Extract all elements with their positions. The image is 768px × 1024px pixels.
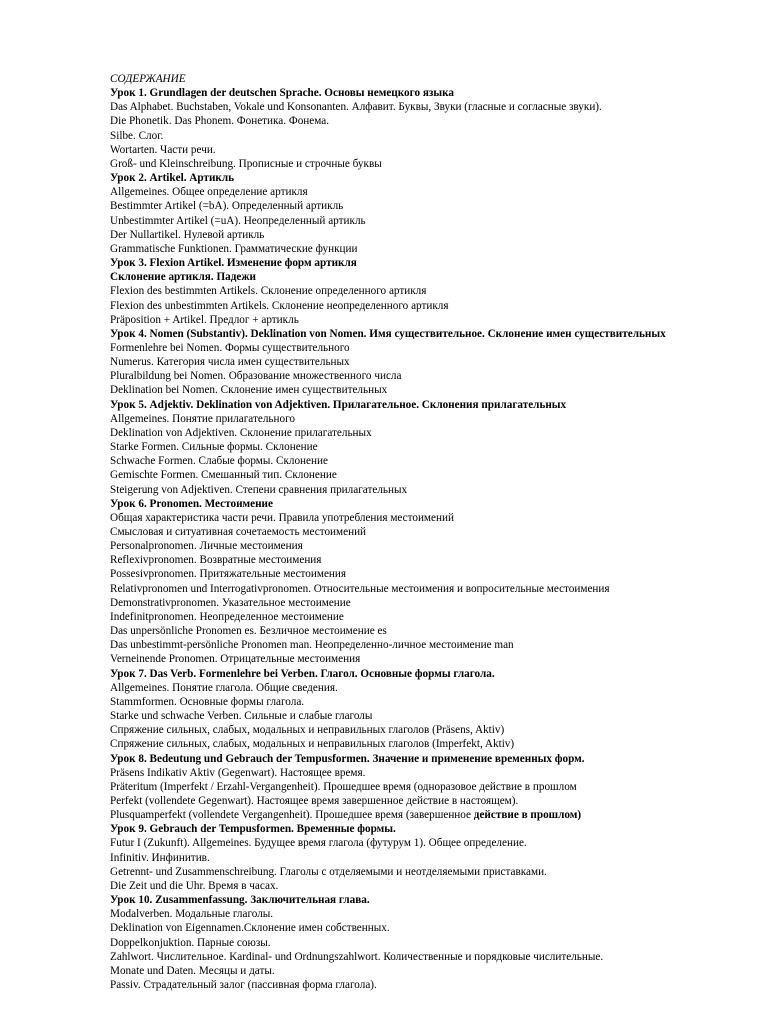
topic-item: Starke und schwache Verben. Сильные и слабые глаголы [110,710,373,723]
topic-item: Demonstrativpronomen. Указательное местоимение [110,596,351,609]
topic-item: Stammformen. Основные формы глагола. [110,695,305,708]
topic-item: Perfekt (vollendete Gegenwart). Настоящее время завершенное действие в настоящем). [110,794,519,807]
topic-item: Schwache Formen. Слабые формы. Склонение [110,455,328,468]
topic-item: Die Phonetik. Das Phonem. Фонетика. Фонема. [110,115,330,128]
topic-item: Спряжение сильных, слабых, модальных и неправильных глаголов (Imperfekt, Aktiv) [110,738,515,751]
topic-item: Monate und Daten. Месяцы и даты. [110,964,275,977]
topic-item: Numerus. Категория числа имен существительных [110,356,350,369]
topic-item: Silbe. Слог. [110,129,164,142]
topic-item-bold-text: действие в прошлом) [473,809,582,822]
topic-item: Formenlehre bei Nomen. Формы существительного [110,341,350,354]
lesson-heading: Урок 1. Grundlagen der deutschen Sprache. Основы немецкого языка [110,87,454,100]
topic-item: Possesivpronomen. Притяжательные местоимения [110,568,347,581]
topic-item: Allgemeines. Понятие прилагательного [110,412,295,425]
topic-item [110,808,760,822]
lesson-heading: Урок 3. Flexion Artikel. Изменение форм артикля [110,257,357,270]
topic-item: Allgemeines. Общее определение артикля [110,186,308,199]
topic-item: Modalverben. Модальные глаголы. [110,908,274,921]
topic-item: Infinitiv. Инфинитив. [110,851,210,864]
topic-item: Personalpronomen. Личные местоимения [110,540,303,553]
topic-item: Gemischte Formen. Смешанный тип. Склонение [110,469,337,482]
topic-item: Präsens Indikativ Aktiv (Gegenwart). Настоящее время. [110,766,366,779]
topic-item: Pluralbildung bei Nomen. Образование множественного числа [110,370,402,383]
topic-item: Allgemeines. Понятие глагола. Общие сведения. [110,681,338,694]
topic-item: Präposition + Artikel. Предлог + артикль [110,313,299,326]
topic-item: Deklination bei Nomen. Склонение имен существительных [110,384,388,397]
topic-item: Indefinitpronomen. Неопределенное местоимение [110,610,344,623]
topic-item: Reflexivpronomen. Возвратные местоимения [110,554,322,567]
topic-item: Bestimmter Artikel (=bA). Определенный артикль [110,200,344,213]
topic-item: Wortarten. Части речи. [110,143,216,156]
topic-item: Смысловая и ситуативная сочетаемость местоимений [110,526,367,538]
topic-item: Der Nullartikel. Нулевой артикль [110,228,265,241]
topic-item: Groß- und Kleinschreibung. Прописные и строчные буквы [110,157,382,170]
topic-item: Futur I (Zukunft). Allgemeines. Будущее время глагола (футурум 1). Общее определение. [110,837,527,850]
lesson-heading: Склонение артикля. Падежи [110,271,256,284]
topic-item: Deklination von Eigennamen.Склонение имен собственных. [110,922,390,935]
topic-item: Zahlwort. Числительное. Kardinal- und Ordnungszahlwort. Количественные и порядковые числительные. [110,950,604,963]
lesson-heading: Урок 5. Adjektiv. Deklination von Adjektiven. Прилагательное. Склонения прилагательных [110,398,567,411]
topic-item: Starke Formen. Сильные формы. Склонение [110,441,318,454]
topic-item: Deklination von Adjektiven. Склонение прилагательных [110,426,372,439]
topic-item: Getrennt- und Zusammenschreibung. Глаголы с отделяемыми и неотделяемыми приставками. [110,865,547,878]
topic-item-text: Plusquamperfekt (vollendete Vergangenheit). Прошедшее время (завершенное [110,809,474,822]
lesson-heading: Урок 10. Zusammenfassung. Заключительная глава. [110,894,370,907]
topic-item: Das Alphabet. Buchstaben, Vokale und Konsonanten. Алфавит. Буквы, Звуки (гласные и согласные звуки). [110,101,602,114]
topic-item: Спряжение сильных, слабых, модальных и неправильных глаголов (Präsens, Aktiv) [110,724,505,737]
page-title: СОДЕРЖАНИЕ [110,73,186,85]
topic-item: Unbestimmter Artikel (=uA). Неопределенный артикль [110,214,366,227]
lesson-heading: Урок 2. Artikel. Артикль [110,172,235,185]
topic-item: Doppelkonjuktion. Парные союзы. [110,936,271,949]
topic-item: Die Zeit und die Uhr. Время в часах. [110,879,279,892]
lesson-heading: Урок 9. Gebrauch der Tempusformen. Временные формы. [110,823,396,836]
contents-list [110,86,760,992]
topic-item: Flexion des unbestimmten Artikels. Склонение неопределенного артикля [110,299,449,312]
topic-item: Flexion des bestimmten Artikels. Склонение определенного артикля [110,285,427,298]
topic-item: Grammatische Funktionen. Грамматические функции [110,242,358,255]
lesson-heading: Урок 4. Nomen (Substantiv). Deklination von Nomen. Имя существительное. Склонение имен существительных [110,327,666,340]
lesson-heading: Урок 8. Bedeutung und Gebrauch der Tempusformen. Значение и применение временных форм. [110,752,585,765]
topic-item: Verneinende Pronomen. Отрицательные местоимения [110,653,361,666]
table-of-contents [110,72,760,992]
topic-item: Relativpronomen und Interrogativpronomen. Относительные местоимения и вопросительные местоимения [110,582,610,595]
topic-item: Das unbestimmt-persönliche Pronomen man. Неопределенно-личное местоимение man [110,639,514,652]
topic-item: Общая характеристика части речи. Правила употребления местоимений [110,511,454,524]
topic-item: Passiv. Страдательный залог (пассивная форма глагола). [110,979,377,991]
topic-item: Präteritum (Imperfekt / Erzahl-Vergangenheit). Прошедшее время (одноразовое действие в прошлом [110,780,577,793]
topic-item: Steigerung von Adjektiven. Степени сравнения прилагательных [110,483,408,496]
lesson-heading: Урок 6. Pronomen. Местоимение [110,497,273,510]
topic-item: Das unpersönliche Pronomen es. Безличное местоимение es [110,625,387,638]
lesson-heading: Урок 7. Das Verb. Formenlehre bei Verben. Глагол. Основные формы глагола. [110,667,495,680]
